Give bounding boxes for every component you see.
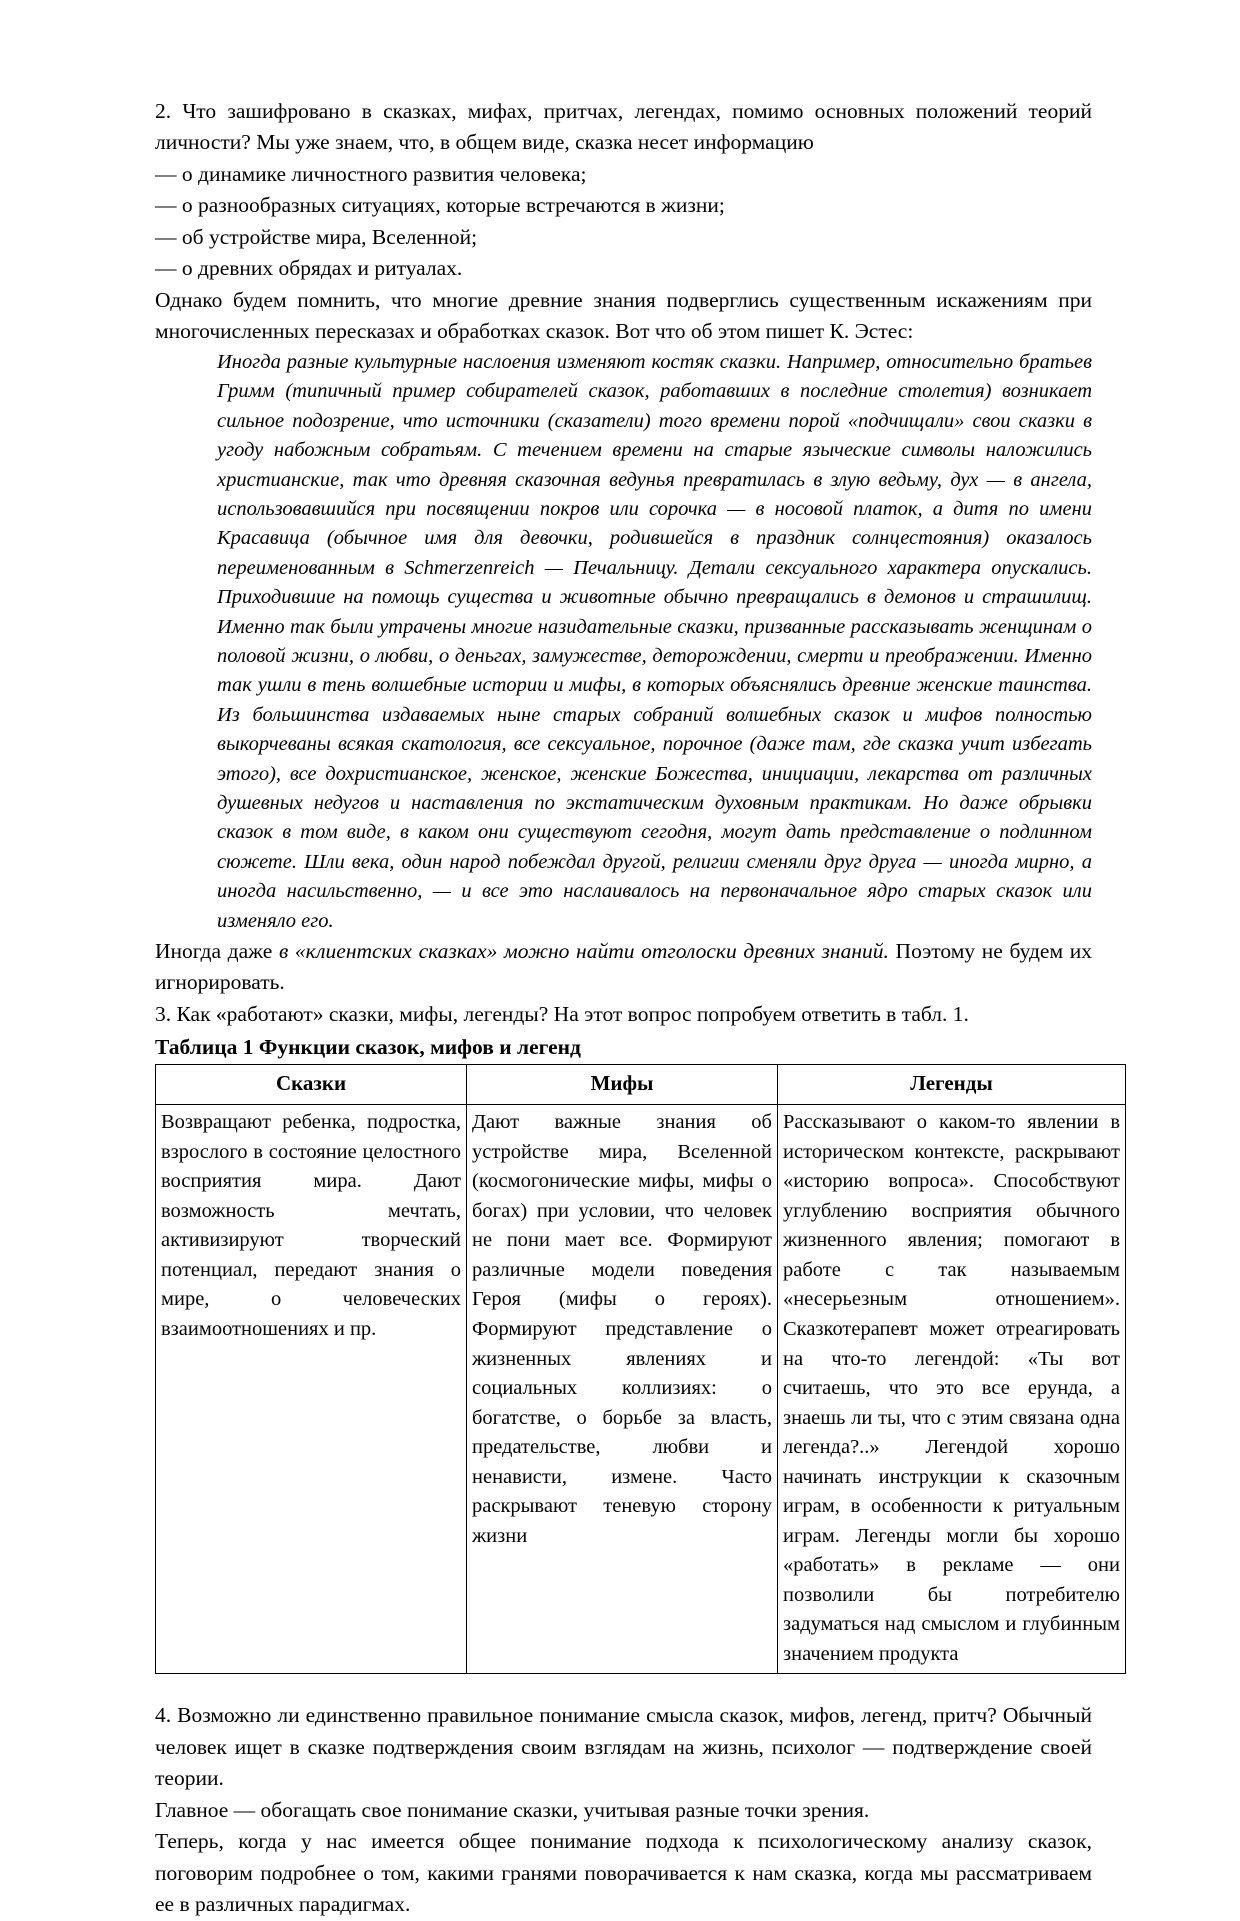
table-header-mify: Мифы (467, 1065, 778, 1105)
after-quote-italic: в «клиентских сказках» можно найти отголоски древних знаний. (278, 939, 889, 963)
paragraph-lead-in: Однако будем помнить, что многие древние знания подверглись существенным искажениям при многочисленных пересказах и обработках сказок. Вот что об этом пишет К. Эстес: (155, 287, 1092, 344)
table-header-skazki: Сказки (156, 1065, 467, 1105)
paragraph-after-quote (155, 936, 1092, 999)
bullet-line-3: — об устройстве мира, Вселенной; (155, 224, 478, 249)
after-quote-plain-end: Поэтому не будем их игнорировать. (155, 939, 1093, 995)
table-header-legendy: Легенды (778, 1065, 1126, 1105)
table-cell-legendy: Рассказывают о каком-то явлении в историческом контексте, раскрывают «историю вопроса». Способствуют углублению восприятия обычного жизненного явления; помогают в работе с так называемым «несерьезным отношением». Сказкотерапевт может отреагировать на что-то легендой: «Ты вот считаешь, что это все ерунда, а знаешь ли ты, что с этим связана одна легенда?..» Легендой хорошо начинать инструкции к сказочным играм, в особенности к ритуальным играм. Легенды могли бы хорошо «работать» в рекламе — они позволили бы потребителю задуматься над смыслом и глубинным значением продукта (778, 1105, 1126, 1674)
functions-table (155, 1064, 1126, 1674)
paragraph-item-3: 3. Как «работают» сказки, мифы, легенды? На этот вопрос попробуем ответить в табл. 1. (155, 1001, 969, 1026)
paragraph-main: Главное — обогащать свое понимание сказки, учитывая разные точки зрения. (155, 1797, 870, 1822)
paragraph-item-2: 2. Что зашифровано в сказках, мифах, притчах, легендах, помимо основных положений теорий личности? Мы уже знаем, что, в общем виде, сказка несет информацию (155, 99, 1092, 155)
table-caption: Таблица 1 Функции сказок, мифов и легенд (155, 1035, 581, 1060)
table-cell-mify: Дают важные знания об устройстве мира, Вселенной (космогонические мифы, мифы о богах) при условии, что человек не пони мает все. Формируют различные модели поведения Героя (мифы о героях). Формируют представление о жизненных явлениях и социальных коллизиях: о богатстве, о борьбе за власть, предательстве, любви и ненависти, измене. Часто раскрывают теневую сторону жизни (467, 1105, 778, 1674)
block-quote-estes: Иногда разные культурные наслоения изменяют костяк сказки. Например, относительно братьев Гримм (типичный пример собирателей сказок, работавших в последние столетия) возникает сильное подозрение, что источники (сказатели) того времени порой «подчищали» свои сказки в угоду набожным собратьям. С течением времени на старые языческие символы наложились христианские, так что древняя сказочная ведунья превратилась в злую ведьму, дух — в ангела, использовавшийся при посвящении покров или сорочка — в носовой платок, а дитя по имени Красавица (обычное имя для девочки, родившейся в праздник солнцестояния) оказалось переименованным в Schmerzenreich — Печальницу. Детали сексуального характера опускались. Приходившие на помощь существа и животные обычно превращались в демонов и страшилищ. Именно так были утрачены многие назидательные сказки, призванные рассказывать женщинам о половой жизни, о любви, о деньгах, замужестве, деторождении, смерти и преображении. Именно так ушли в тень волшебные истории и мифы, в которых объяснялись древние женские таинства. Из большинства издаваемых ныне старых собраний волшебных сказок и мифов полностью выкорчеваны всякая скатология, все сексуальное, порочное (даже там, где сказка учит избегать этого), все дохристианское, женское, женские Божества, инициации, лекарства от различных душевных недугов и наставления по экстатическим духовным практикам. Но даже обрывки сказок в том виде, в каком они существуют сегодня, могут дать представление о подлинном сюжете. Шли века, один народ побеждал другой, религии сменяли друг друга — иногда мирно, а иногда насильственно, — и все это наслаивалось на первоначальное ядро старых сказок или изменяло его. (217, 350, 1092, 932)
table-cell-skazki: Возвращают ребенка, подростка, взрослого в состояние целостного восприятия мира. Дают возможность мечтать, активизируют творческий потенциал, передают знания о мире, о человеческих взаимоотношениях и пр. (156, 1105, 467, 1674)
paragraph-item-4: 4. Возможно ли единственно правильное понимание смысла сказок, мифов, легенд, притч? Обычный человек ищет в сказке подтверждения своим взглядам на жизнь, психолог — подтверждение своей теории. (155, 1703, 1092, 1791)
bullet-line-2: — о разнообразных ситуациях, которые встречаются в жизни; (155, 193, 725, 218)
bullet-line-4: — о древних обрядах и ритуалах. (155, 256, 463, 281)
bullet-line-1: — о динамике личностного развития человека; (155, 161, 587, 186)
table-header-row (156, 1065, 1126, 1105)
paragraph-last: Теперь, когда у нас имеется общее понимание подхода к психологическому анализу сказок, поговорим подробнее о том, какими гранями поворачивается к нам сказка, когда мы рассматриваем ее в различных парадигмах. (155, 1829, 1092, 1917)
after-quote-plain-start: Иногда даже (155, 939, 279, 963)
closing-section (155, 1700, 1092, 1920)
table-row (156, 1105, 1126, 1674)
